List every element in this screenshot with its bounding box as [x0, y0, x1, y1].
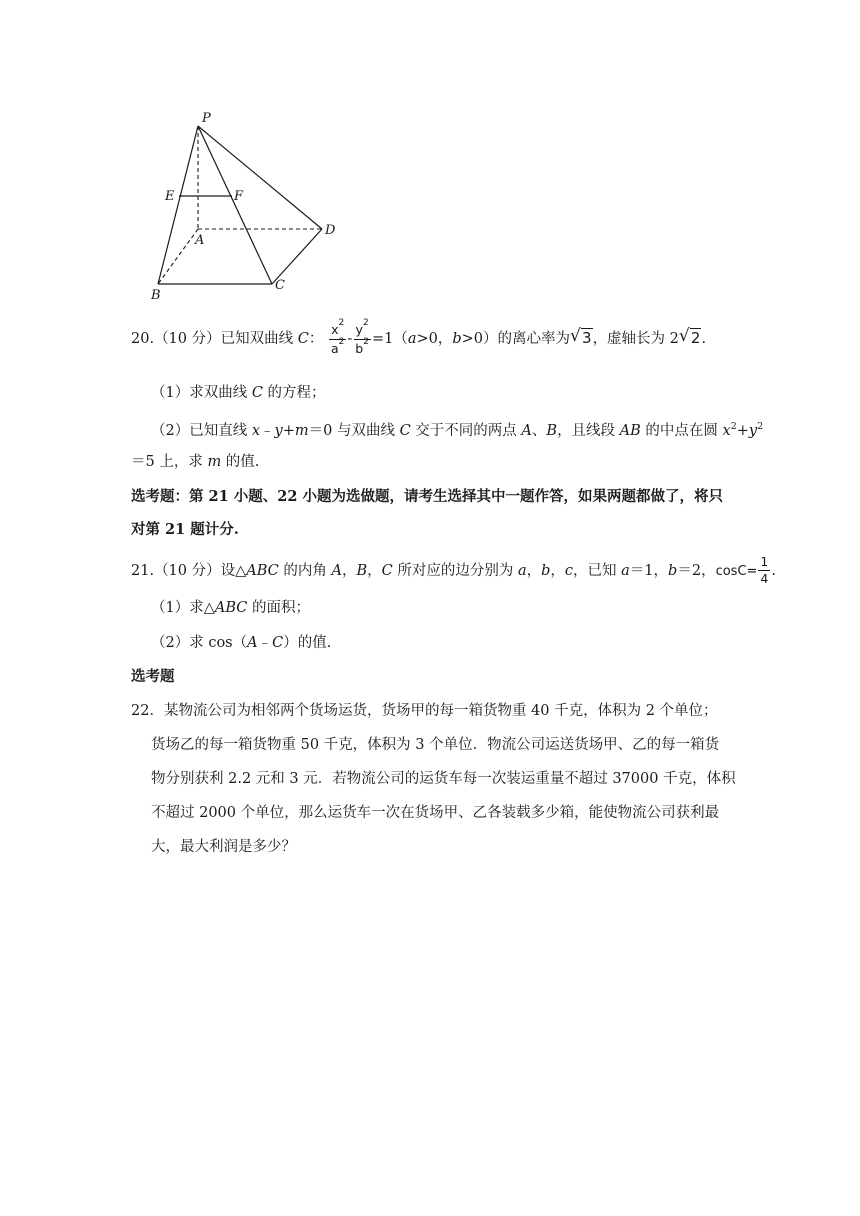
label-P: P: [202, 111, 211, 126]
fraction-y2-b2: [353, 318, 371, 356]
var-a: a: [621, 562, 630, 579]
edge-PC: [198, 126, 272, 284]
var-y: y: [748, 423, 758, 439]
q20-number: 20.: [131, 331, 155, 348]
part-text: 交于不同的两点: [410, 423, 522, 439]
comma: ，: [367, 562, 382, 579]
plus-sign: +: [736, 423, 749, 439]
part-text: 的值.: [221, 454, 260, 470]
var-B: B: [356, 562, 368, 579]
q21-stem: [131, 555, 776, 587]
frac-num: 1: [758, 555, 770, 571]
var-x: x: [722, 423, 731, 439]
part-text: ）的值.: [283, 635, 332, 651]
part-text: 的方程；: [262, 385, 326, 401]
exponent: 2: [730, 421, 737, 432]
q20-stem: [131, 318, 707, 356]
radicand: 2: [690, 329, 701, 348]
q21-text: ＝1，: [629, 562, 669, 579]
fraction-1-4: [758, 555, 770, 587]
exponent: 2: [338, 318, 345, 328]
q21-number: 21.: [131, 562, 155, 579]
exponent: 2: [363, 336, 369, 347]
comma: ，: [550, 562, 565, 579]
frac-den: 4: [760, 571, 769, 587]
comma: ，: [526, 562, 542, 579]
var-ABC: ABC: [214, 600, 248, 616]
period: .: [701, 331, 707, 348]
label-B: B: [151, 288, 161, 303]
q22-line4: 不超过 2000 个单位，那么运货车一次在货场甲、乙各装载多少箱，能使物流公司获利最: [151, 805, 720, 821]
q20-text: 已知双曲线: [220, 331, 298, 348]
q21-text: ＝2，: [677, 562, 716, 579]
q22-line5: 大，最大利润是多少？: [151, 839, 296, 855]
q22-line2: 货场乙的每一箱货物重 50 千克，体积为 3 个单位．物流公司运送货场甲、乙的每一箱货: [151, 737, 720, 753]
frac-num: y: [355, 322, 363, 338]
var-y: y: [274, 423, 283, 439]
equation-text: =1（: [371, 331, 408, 348]
fraction-x2-a2: [329, 318, 346, 356]
frac-den: a: [330, 340, 339, 356]
q20-part2-line1: [151, 419, 763, 440]
var-B: B: [546, 423, 558, 439]
q22-line1: 22．某物流公司为相邻两个货场运货，货场甲的每一箱货物重 40 千克，体积为 2 个单位；: [131, 703, 718, 719]
part-text: （1）求双曲线: [151, 385, 252, 401]
separator: 、: [531, 423, 547, 439]
axis-text: ，虚轴长为 2: [592, 331, 679, 348]
q22-line3: 物分别获利 2.2 元和 3 元．若物流公司的运货车每一次装运重量不超过 37000 千克，体积: [151, 771, 736, 787]
var-A: A: [331, 562, 342, 579]
frac-den: b: [355, 340, 364, 356]
sqrt-3: [570, 329, 593, 347]
var-a: a: [407, 331, 417, 348]
var-b: b: [541, 562, 551, 579]
var-b: b: [452, 331, 462, 348]
q20-part1: [151, 381, 326, 402]
label-A: A: [195, 233, 205, 248]
q21-part2: [151, 631, 331, 652]
sqrt-2: [679, 329, 702, 347]
label-E: E: [165, 189, 175, 204]
frac-num: x: [331, 322, 339, 338]
minus-sign: ﹣: [257, 635, 273, 651]
var-AB: AB: [619, 423, 641, 439]
q20-curve-name: C: [297, 331, 309, 348]
var-x: x: [251, 423, 261, 439]
q21-text: 所对应的边分别为: [392, 562, 518, 579]
edge-PD: [198, 126, 322, 229]
cond-text: >0，: [416, 331, 453, 348]
var-a: a: [517, 562, 527, 579]
part-text: （2）求 cos（: [151, 635, 248, 651]
period: .: [771, 562, 776, 579]
comma: ，: [341, 562, 357, 579]
radicand: 3: [582, 329, 592, 348]
label-C: C: [275, 278, 285, 293]
var-m: m: [294, 423, 309, 439]
q21-text: 设△: [220, 562, 247, 579]
part-text: （2）已知直线: [151, 423, 252, 439]
part-text: （1）求△: [151, 600, 215, 616]
cond-text: >0）的离心率为: [461, 331, 571, 348]
q21-text: ，已知: [573, 562, 622, 579]
var-C: C: [272, 635, 284, 651]
part-text: 的中点在圆: [640, 423, 723, 439]
elective-heading: 选考题: [131, 668, 175, 685]
var-A: A: [521, 423, 532, 439]
label-F: F: [234, 189, 244, 204]
cos-label: cosC=: [715, 563, 758, 579]
label-D: D: [325, 223, 336, 238]
var-C: C: [399, 423, 411, 439]
edge-PB: [158, 126, 198, 284]
edge-AB-hidden: [158, 229, 198, 284]
q20-colon: ：: [308, 331, 324, 348]
var-b: b: [668, 562, 678, 579]
minus-sign: -: [347, 331, 353, 348]
var-c: c: [564, 562, 574, 579]
edge-CD: [272, 229, 322, 284]
part-text: ＝0 与双曲线: [308, 423, 400, 439]
elective-note-line2: 对第 21 题计分.: [131, 521, 239, 538]
var-C: C: [381, 562, 393, 579]
part-text: ＝5 上，求: [131, 454, 208, 470]
exponent: 2: [338, 336, 345, 347]
q21-part1: [151, 596, 310, 617]
q21-score: （10 分）: [154, 562, 221, 579]
part-text: ，且线段: [557, 423, 620, 439]
exponent: 2: [757, 421, 764, 432]
minus-sign: ﹣: [260, 423, 275, 439]
var-ABC: ABC: [246, 562, 279, 579]
var-A: A: [247, 635, 258, 651]
q21-text: 的内角: [278, 562, 332, 579]
elective-note-line1: 选考题：第 21 小题、22 小题为选做题，请考生选择其中一题作答，如果两题都做了，将只: [131, 488, 723, 505]
pyramid-figure: [150, 108, 350, 303]
q20-part2-line2: [131, 450, 259, 471]
q20-score: （10 分）: [154, 331, 221, 348]
var-C: C: [251, 385, 263, 401]
part-text: 的面积；: [247, 600, 310, 616]
var-m: m: [207, 454, 222, 470]
plus-sign: +: [282, 423, 295, 439]
exponent: 2: [362, 318, 369, 328]
